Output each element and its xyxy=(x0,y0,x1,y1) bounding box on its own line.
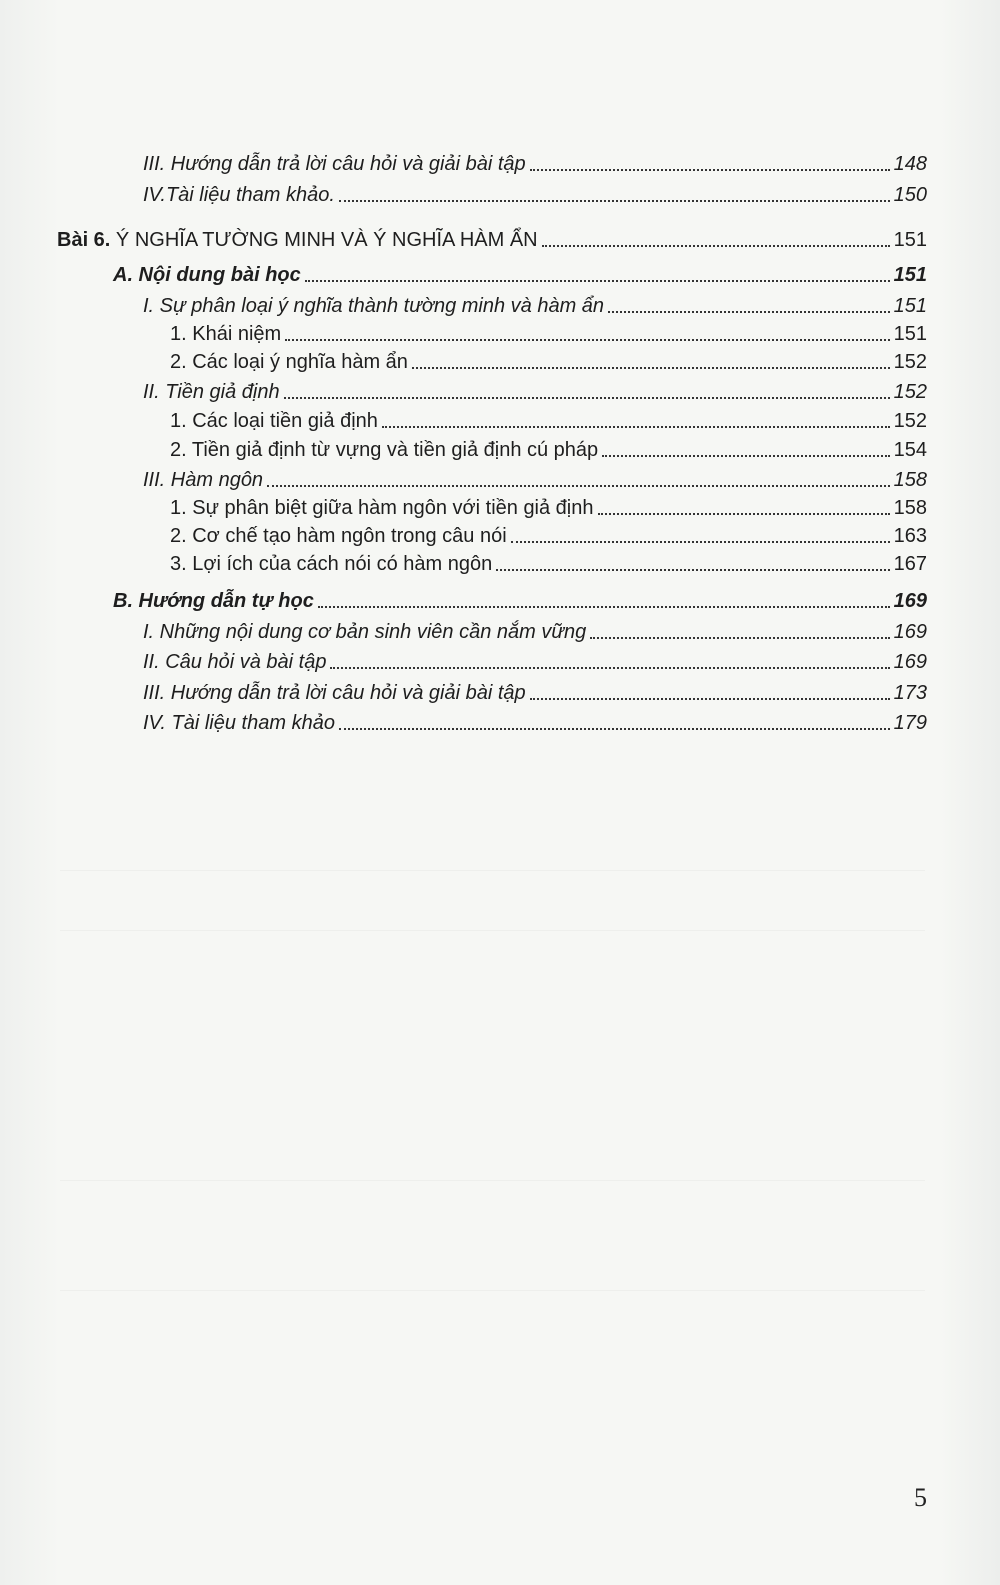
toc-entry-label: I. Sự phân loại ý nghĩa thành tường minh và hàm ẩn xyxy=(143,295,605,317)
toc-entry-label: III. Hàm ngôn xyxy=(143,469,264,491)
toc-entry xyxy=(170,438,927,462)
leader-dots xyxy=(608,311,890,313)
toc-entry-page: 173 xyxy=(893,682,927,704)
toc-entry-page: 167 xyxy=(893,553,927,575)
toc-entry-page: 158 xyxy=(893,469,927,491)
leader-dots xyxy=(530,698,890,700)
leader-dots xyxy=(602,455,889,457)
leader-dots xyxy=(511,541,890,543)
toc-entry xyxy=(170,552,927,576)
toc-entry xyxy=(170,524,927,548)
toc-entry-label: II. Câu hỏi và bài tập xyxy=(143,651,327,673)
toc-entry-label: I. Những nội dung cơ bản sinh viên cần nắm vững xyxy=(143,621,587,643)
toc-entry-label: III. Hướng dẫn trả lời câu hỏi và giải bài tập xyxy=(143,682,526,704)
toc-entry-label: B. Hướng dẫn tự học xyxy=(113,590,314,612)
leader-dots xyxy=(590,637,889,639)
toc-chapter-entry xyxy=(57,228,927,252)
toc-entry-page: 169 xyxy=(893,590,927,612)
toc-entry xyxy=(170,350,927,374)
toc-entry-page: 151 xyxy=(893,295,927,317)
toc-entry xyxy=(170,409,927,433)
toc-entry-label: Ý NGHĨA TƯỜNG MINH VÀ Ý NGHĨA HÀM ẨN xyxy=(115,229,538,251)
toc-entry-page: 151 xyxy=(893,264,927,286)
leader-dots xyxy=(382,426,890,428)
toc-entry xyxy=(143,711,927,735)
toc-entry-label: II. Tiền giả định xyxy=(143,381,280,403)
toc-entry-page: 163 xyxy=(893,525,927,547)
toc-entry-label: III. Hướng dẫn trả lời câu hỏi và giải bài tập xyxy=(143,153,526,175)
toc-entry xyxy=(143,468,927,492)
toc-entry-page: 158 xyxy=(893,497,927,519)
toc-section-entry xyxy=(113,589,927,613)
leader-dots xyxy=(496,569,889,571)
toc-entry-label: IV. Tài liệu tham khảo xyxy=(143,712,335,734)
toc-entry-page: 169 xyxy=(893,621,927,643)
toc-entry-page: 151 xyxy=(893,323,927,345)
toc-entry xyxy=(143,380,927,404)
toc-entry-label: IV.Tài liệu tham khảo. xyxy=(143,184,335,206)
leader-dots xyxy=(530,169,890,171)
toc-entry-page: 150 xyxy=(893,184,927,206)
toc-entry-label: 2. Tiền giả định từ vựng và tiền giả định cú pháp xyxy=(170,439,599,461)
toc-entry xyxy=(143,681,927,705)
toc-entry-label: 1. Khái niệm xyxy=(170,323,282,345)
toc-entry-page: 169 xyxy=(893,651,927,673)
toc-entry-label: 1. Các loại tiền giả định xyxy=(170,410,378,432)
leader-dots xyxy=(267,485,890,487)
toc-entry-page: 148 xyxy=(893,153,927,175)
toc-entry xyxy=(170,322,927,346)
toc-entry xyxy=(170,496,927,520)
leader-dots xyxy=(285,339,889,341)
leader-dots xyxy=(412,367,890,369)
toc-entry xyxy=(143,650,927,674)
toc-entry xyxy=(143,620,927,644)
leader-dots xyxy=(305,280,890,282)
page-number: 5 xyxy=(914,1483,927,1512)
leader-dots xyxy=(330,667,889,669)
leader-dots xyxy=(318,606,890,608)
toc-entry-label: 3. Lợi ích của cách nói có hàm ngôn xyxy=(170,553,493,575)
toc-entry-page: 152 xyxy=(893,381,927,403)
toc-entry xyxy=(143,183,927,207)
toc-entry xyxy=(143,152,927,176)
toc-entry-label: 1. Sự phân biệt giữa hàm ngôn với tiền giả định xyxy=(170,497,594,519)
toc-entry-label: 2. Cơ chế tạo hàm ngôn trong câu nói xyxy=(170,525,507,547)
toc-entry xyxy=(143,294,927,318)
leader-dots xyxy=(542,245,890,247)
leader-dots xyxy=(339,728,890,730)
toc-entry-page: 179 xyxy=(893,712,927,734)
toc-section-entry xyxy=(113,263,927,287)
toc-entry-page: 152 xyxy=(893,351,927,373)
toc-entry-page: 154 xyxy=(893,439,927,461)
leader-dots xyxy=(598,513,890,515)
toc-entry-label: A. Nội dung bài học xyxy=(113,264,301,286)
toc-entry-page: 152 xyxy=(893,410,927,432)
leader-dots xyxy=(339,200,890,202)
toc-entry-label: 2. Các loại ý nghĩa hàm ẩn xyxy=(170,351,408,373)
lesson-number: Bài 6. xyxy=(57,229,111,251)
toc-entry-page: 151 xyxy=(893,229,927,251)
leader-dots xyxy=(284,397,890,399)
